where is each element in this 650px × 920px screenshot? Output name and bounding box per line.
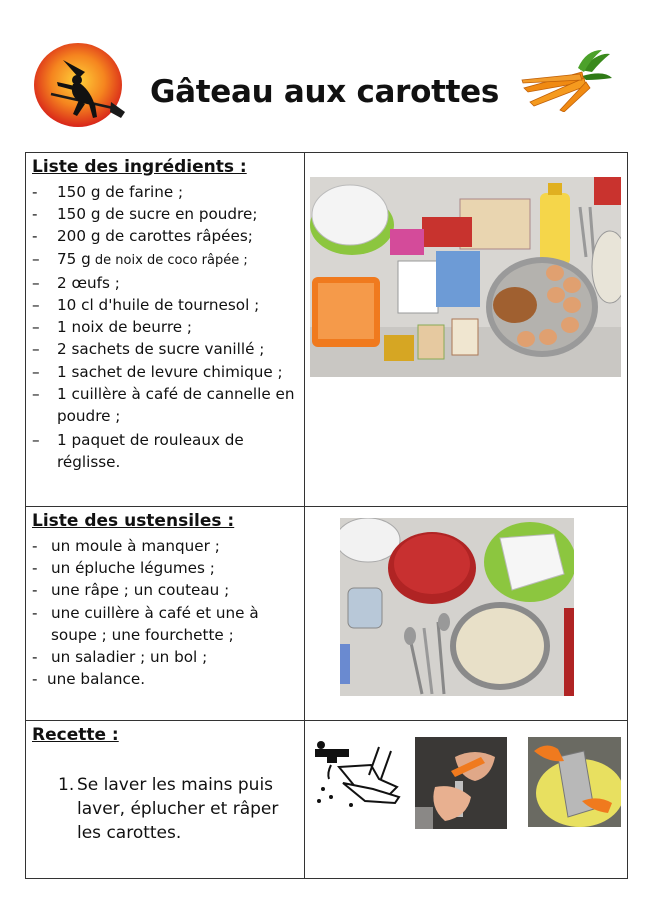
carrots-icon: [520, 50, 612, 112]
recipe-cell: [26, 721, 305, 879]
witch-on-broom-sunset-icon: [33, 42, 125, 130]
list-item: - une râpe ; un couteau ;: [32, 581, 230, 600]
list-item: - 150 g de sucre en poudre;: [32, 205, 258, 224]
recipe-title: Recette :: [32, 725, 119, 745]
utensils-photo: [340, 518, 574, 696]
utensils-list: [32, 535, 299, 690]
list-item: - une cuillère à café et une à soupe ; une fourchette ;: [32, 603, 259, 644]
list-item: - 200 g de carottes râpées;: [32, 227, 253, 246]
list-item: – 75 g de noix de coco râpée ;: [32, 249, 248, 268]
list-item: – 1 cuillère à café de cannelle en poudre ;: [32, 384, 295, 426]
page-header: [0, 0, 650, 150]
recipe-table: [25, 152, 628, 879]
utensils-photo-cell: [305, 507, 628, 721]
handwashing-icon: [309, 739, 407, 811]
list-item: - 150 g de farine ;: [32, 183, 184, 201]
ingredients-list: [32, 181, 299, 474]
list-item: – 1 paquet de rouleaux de réglisse.: [32, 431, 244, 472]
ingredients-row: [26, 153, 628, 507]
utensils-cell: [26, 507, 305, 721]
list-item: – 1 sachet de levure chimique ;: [32, 362, 283, 381]
peeling-photo: [415, 737, 507, 829]
list-item: – 10 cl d'huile de tournesol ;: [32, 296, 260, 315]
list-item: – 1 noix de beurre ;: [32, 318, 193, 337]
recipe-row: [26, 721, 628, 879]
list-item: 1. Se laver les mains puis laver, éplucher et râper les carottes.: [58, 775, 279, 843]
grating-photo: [528, 737, 621, 827]
ingredients-photo-cell: [305, 153, 628, 507]
utensils-row: [26, 507, 628, 721]
utensils-title: Liste des ustensiles :: [32, 511, 235, 531]
recipe-steps: [32, 773, 299, 845]
list-item: - une balance.: [32, 670, 146, 689]
list-item: - un épluche légumes ;: [32, 559, 215, 578]
ingredients-cell: [26, 153, 305, 507]
list-item: - un saladier ; un bol ;: [32, 648, 208, 667]
page-title: Gâteau aux carottes: [150, 74, 500, 110]
list-item: - un moule à manquer ;: [32, 537, 220, 555]
ingredients-title: Liste des ingrédients :: [32, 157, 247, 177]
recipe-photo-cell: [305, 721, 628, 879]
list-item: – 2 œufs ;: [32, 273, 120, 292]
list-item: – 2 sachets de sucre vanillé ;: [32, 340, 265, 359]
ingredients-photo: [310, 177, 621, 377]
